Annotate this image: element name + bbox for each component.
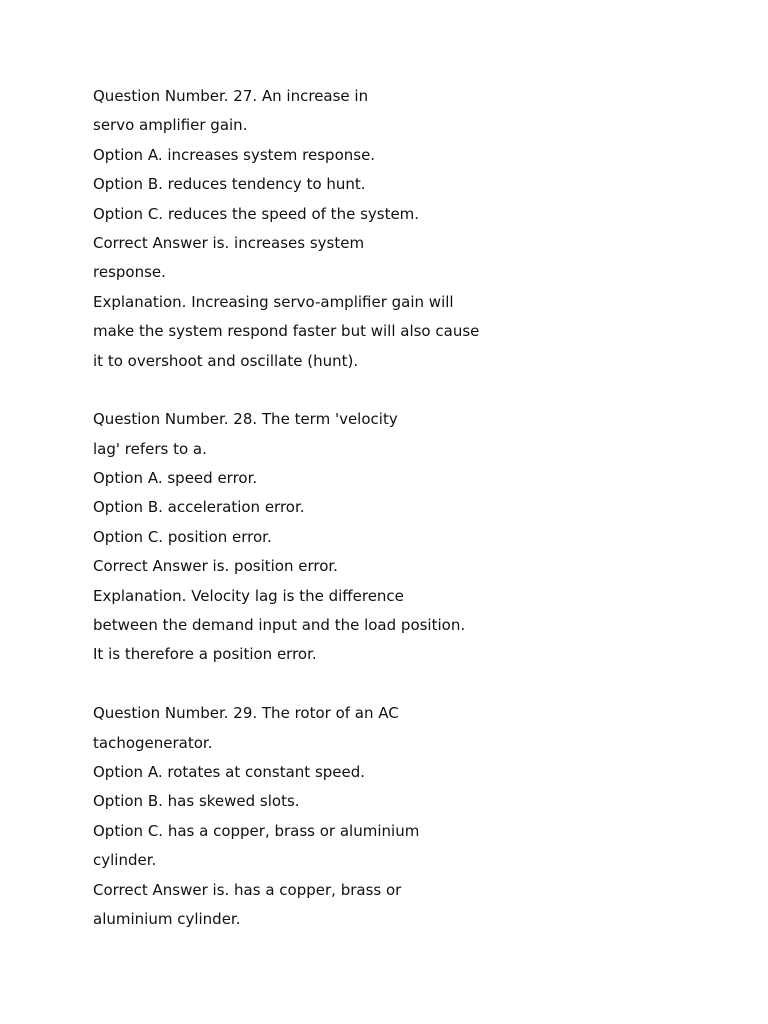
document-page: [93, 84, 693, 936]
question-29-option-a: Option A. rotates at constant speed.: [93, 762, 366, 781]
question-29-option-b: Option B. has skewed slots.: [93, 792, 300, 811]
question-29-title-line-1: Question Number. 29. The rotor of an AC: [93, 704, 399, 723]
question-27-option-a: Option A. increases system response.: [93, 145, 376, 164]
question-28-option-a: Option A. speed error.: [93, 469, 258, 488]
question-28-explanation-line-1: Explanation. Velocity lag is the difference: [93, 586, 404, 605]
question-29-title-line-2: tachogenerator.: [93, 733, 213, 752]
question-28-explanation-line-3: It is therefore a position error.: [93, 645, 317, 664]
question-28-title-line-2: lag' refers to a.: [93, 439, 207, 458]
question-27-option-c: Option C. reduces the speed of the system.: [93, 204, 420, 223]
question-28-title-line-1: Question Number. 28. The term 'velocity: [93, 410, 398, 429]
question-27-explanation-line-2: make the system respond faster but will also cause: [93, 322, 480, 341]
question-27-explanation-line-3: it to overshoot and oscillate (hunt).: [93, 351, 359, 370]
question-28-answer-line: Correct Answer is. position error.: [93, 557, 338, 576]
question-27-explanation-line-1: Explanation. Increasing servo-amplifier gain will: [93, 292, 454, 311]
block-spacer: [93, 672, 693, 701]
question-29-answer-line-1: Correct Answer is. has a copper, brass or: [93, 880, 402, 899]
question-28-option-c: Option C. position error.: [93, 527, 272, 546]
question-27-answer-line-1: Correct Answer is. increases system: [93, 233, 365, 252]
question-27-answer-line-2: response.: [93, 263, 166, 282]
question-27-block: [93, 84, 693, 378]
question-28-option-b: Option B. acceleration error.: [93, 498, 305, 517]
question-29-option-c-line-2: cylinder.: [93, 851, 157, 870]
question-29-answer-line-2: aluminium cylinder.: [93, 909, 241, 928]
question-29-block: [93, 701, 693, 936]
question-28-block: [93, 407, 693, 672]
question-28-explanation-line-2: between the demand input and the load position.: [93, 616, 466, 635]
question-27-option-b: Option B. reduces tendency to hunt.: [93, 175, 366, 194]
question-27-title-line-1: Question Number. 27. An increase in: [93, 87, 369, 105]
block-spacer: [93, 378, 693, 407]
question-29-option-c-line-1: Option C. has a copper, brass or aluminium: [93, 821, 420, 840]
question-27-title-line-2: servo amplifier gain.: [93, 116, 248, 135]
